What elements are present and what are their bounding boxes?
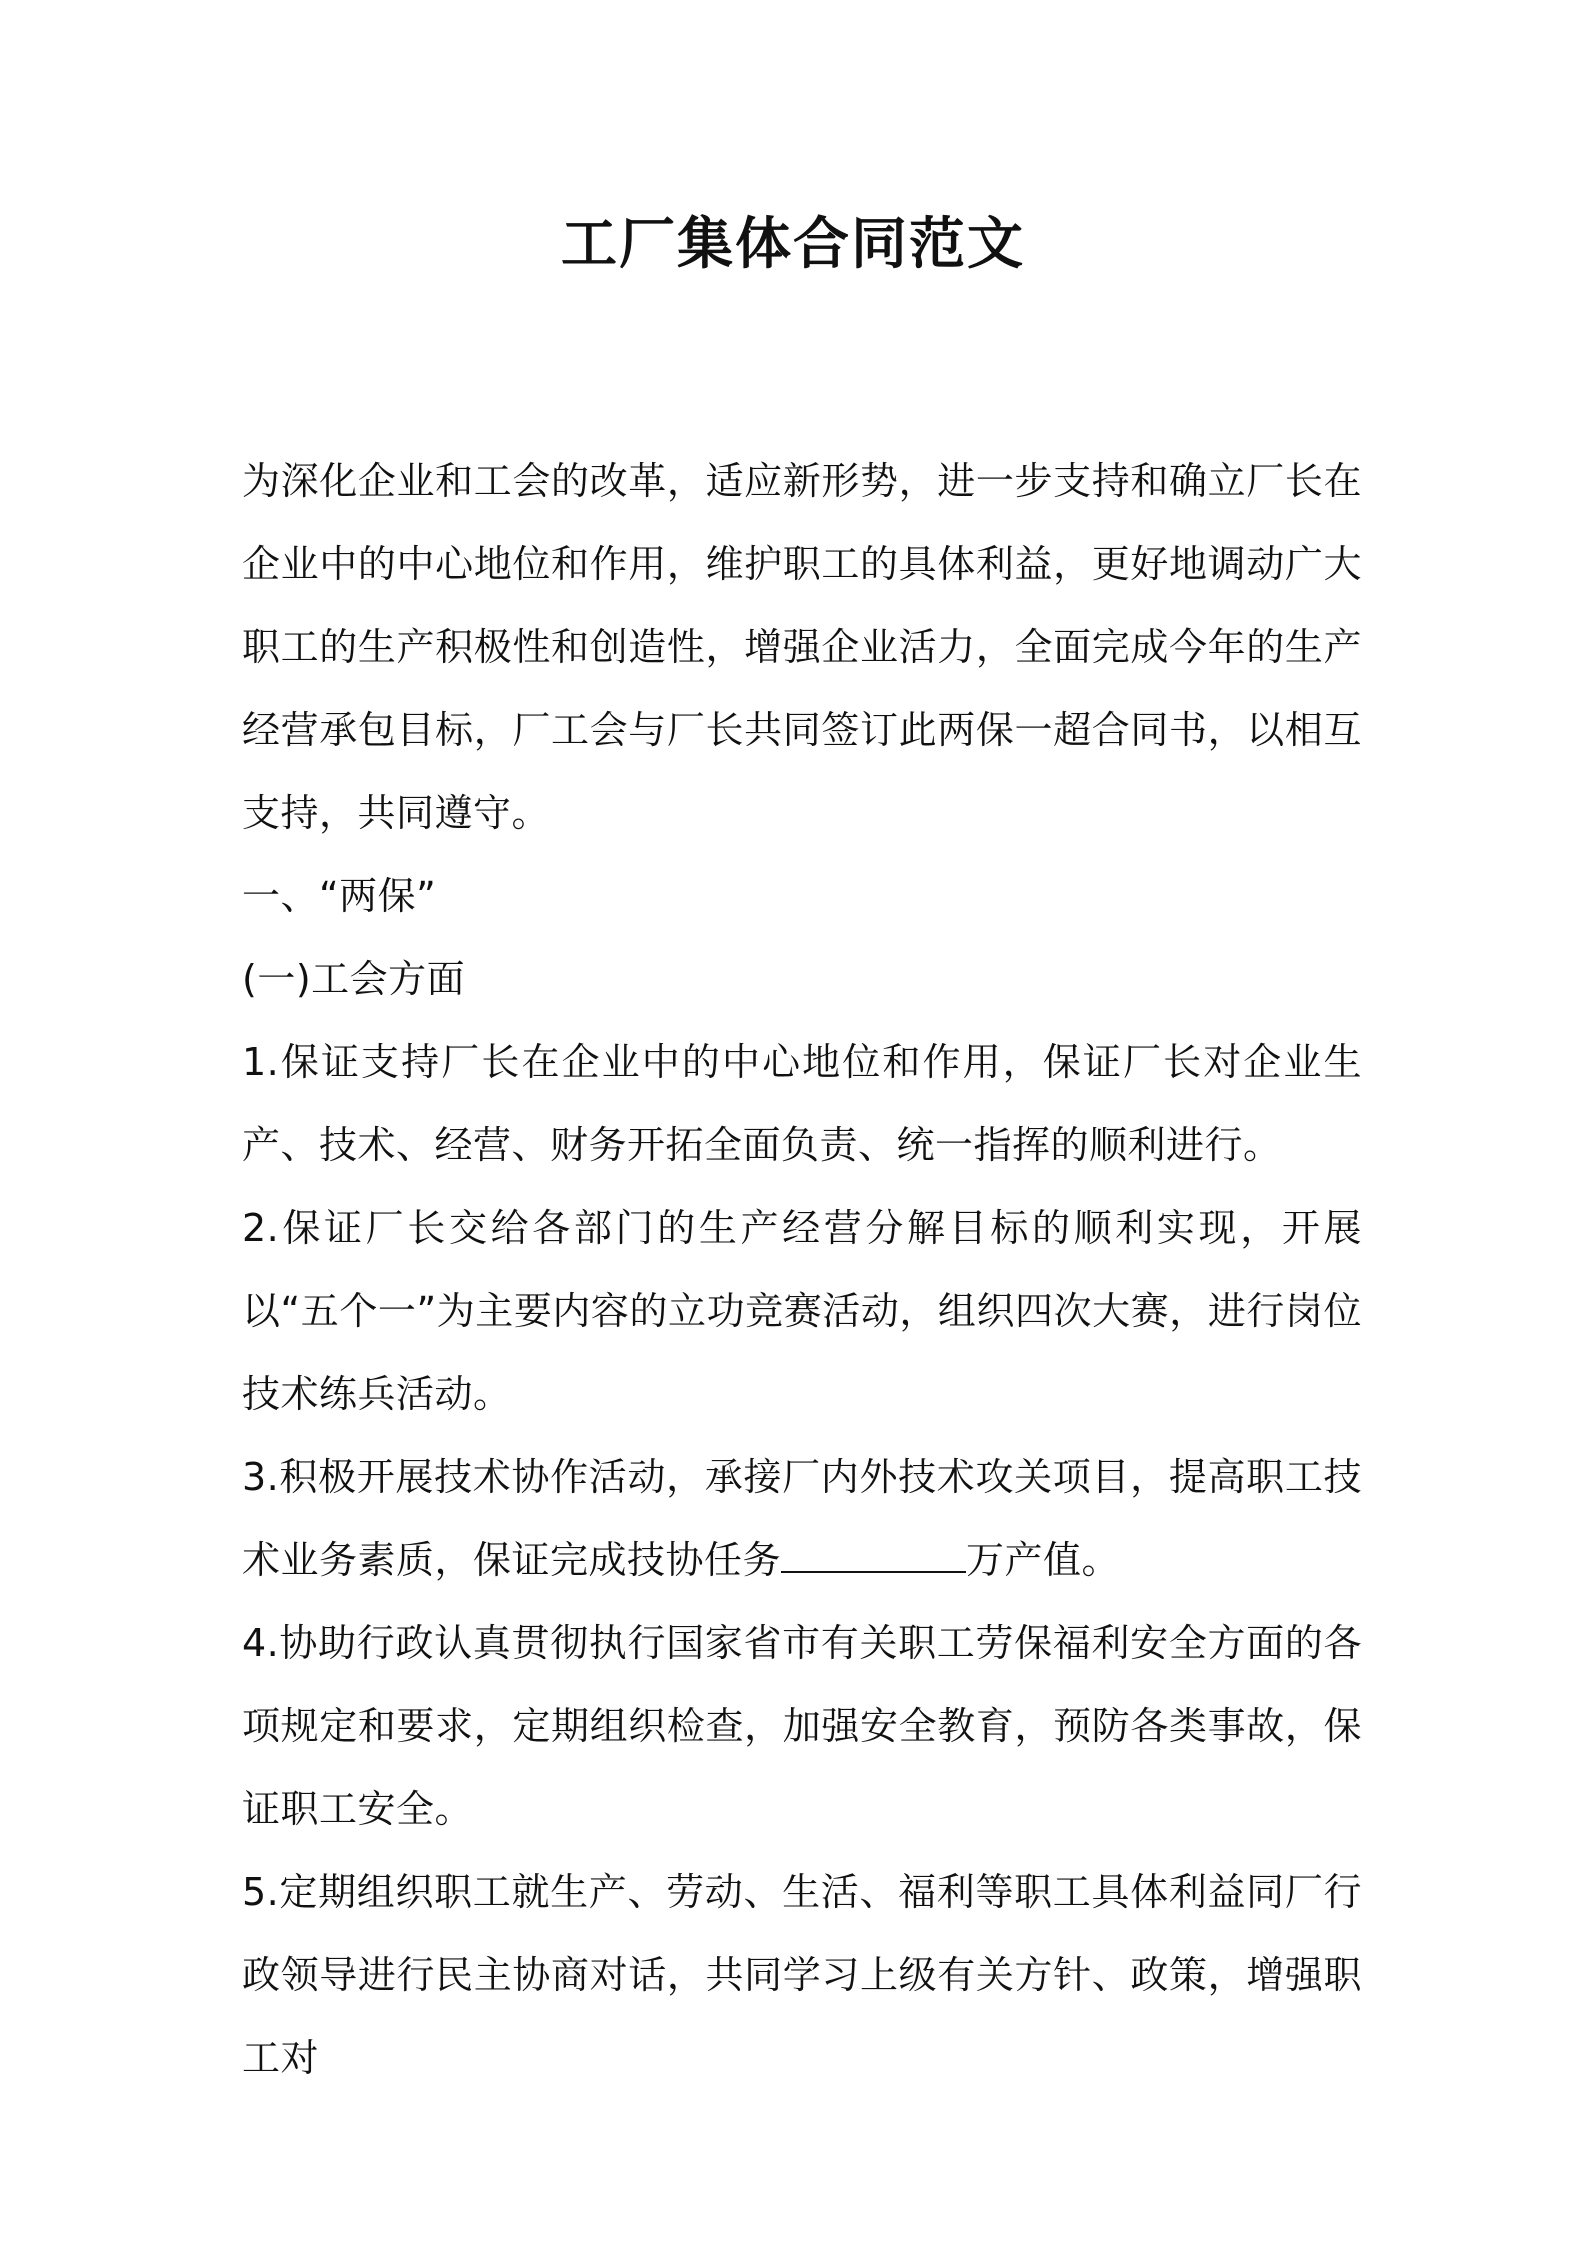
intro-paragraph: 为深化企业和工会的改革，适应新形势，进一步支持和确立厂长在企业中的中心地位和作用，维护职工的具体利益，更好地调动广大职工的生产积极性和创造性，增强企业活力，全面完成今年的生产经营承包目标，厂工会与厂长共同签订此两保一超合同书，以相互支持，共同遵守。 <box>242 459 1362 835</box>
document-body <box>242 440 1362 2100</box>
section-heading-two-guarantees: 一、“两保” <box>242 874 437 918</box>
subsection-heading-union: (一)工会方面 <box>242 957 466 1001</box>
clause-5: 5.定期组织职工就生产、劳动、生活、福利等职工具体利益同厂行政领导进行民主协商对话，共同学习上级有关方针、政策，增强职工对 <box>242 1870 1362 2080</box>
clause-3-suffix: 万产值。 <box>966 1538 1121 1582</box>
clause-1: 1.保证支持厂长在企业中的中心地位和作用，保证厂长对企业生产、技术、经营、财务开拓全面负责、统一指挥的顺利进行。 <box>242 1040 1362 1167</box>
clause-3 <box>242 1436 1362 1602</box>
fill-in-blank <box>781 1541 966 1573</box>
document-title: 工厂集体合同范文 <box>561 212 1025 277</box>
clause-3-text: 3.积极开展技术协作活动，承接厂内外技术攻关项目，提高职工技术业务素质，保证完成技协任务 <box>242 1455 1362 1582</box>
clause-4: 4.协助行政认真贯彻执行国家省市有关职工劳保福利安全方面的各项规定和要求，定期组织检查，加强安全教育，预防各类事故，保证职工安全。 <box>242 1621 1362 1831</box>
clause-2: 2.保证厂长交给各部门的生产经营分解目标的顺利实现，开展以“五个一”为主要内容的立功竞赛活动，组织四次大赛，进行岗位技术练兵活动。 <box>242 1206 1362 1416</box>
